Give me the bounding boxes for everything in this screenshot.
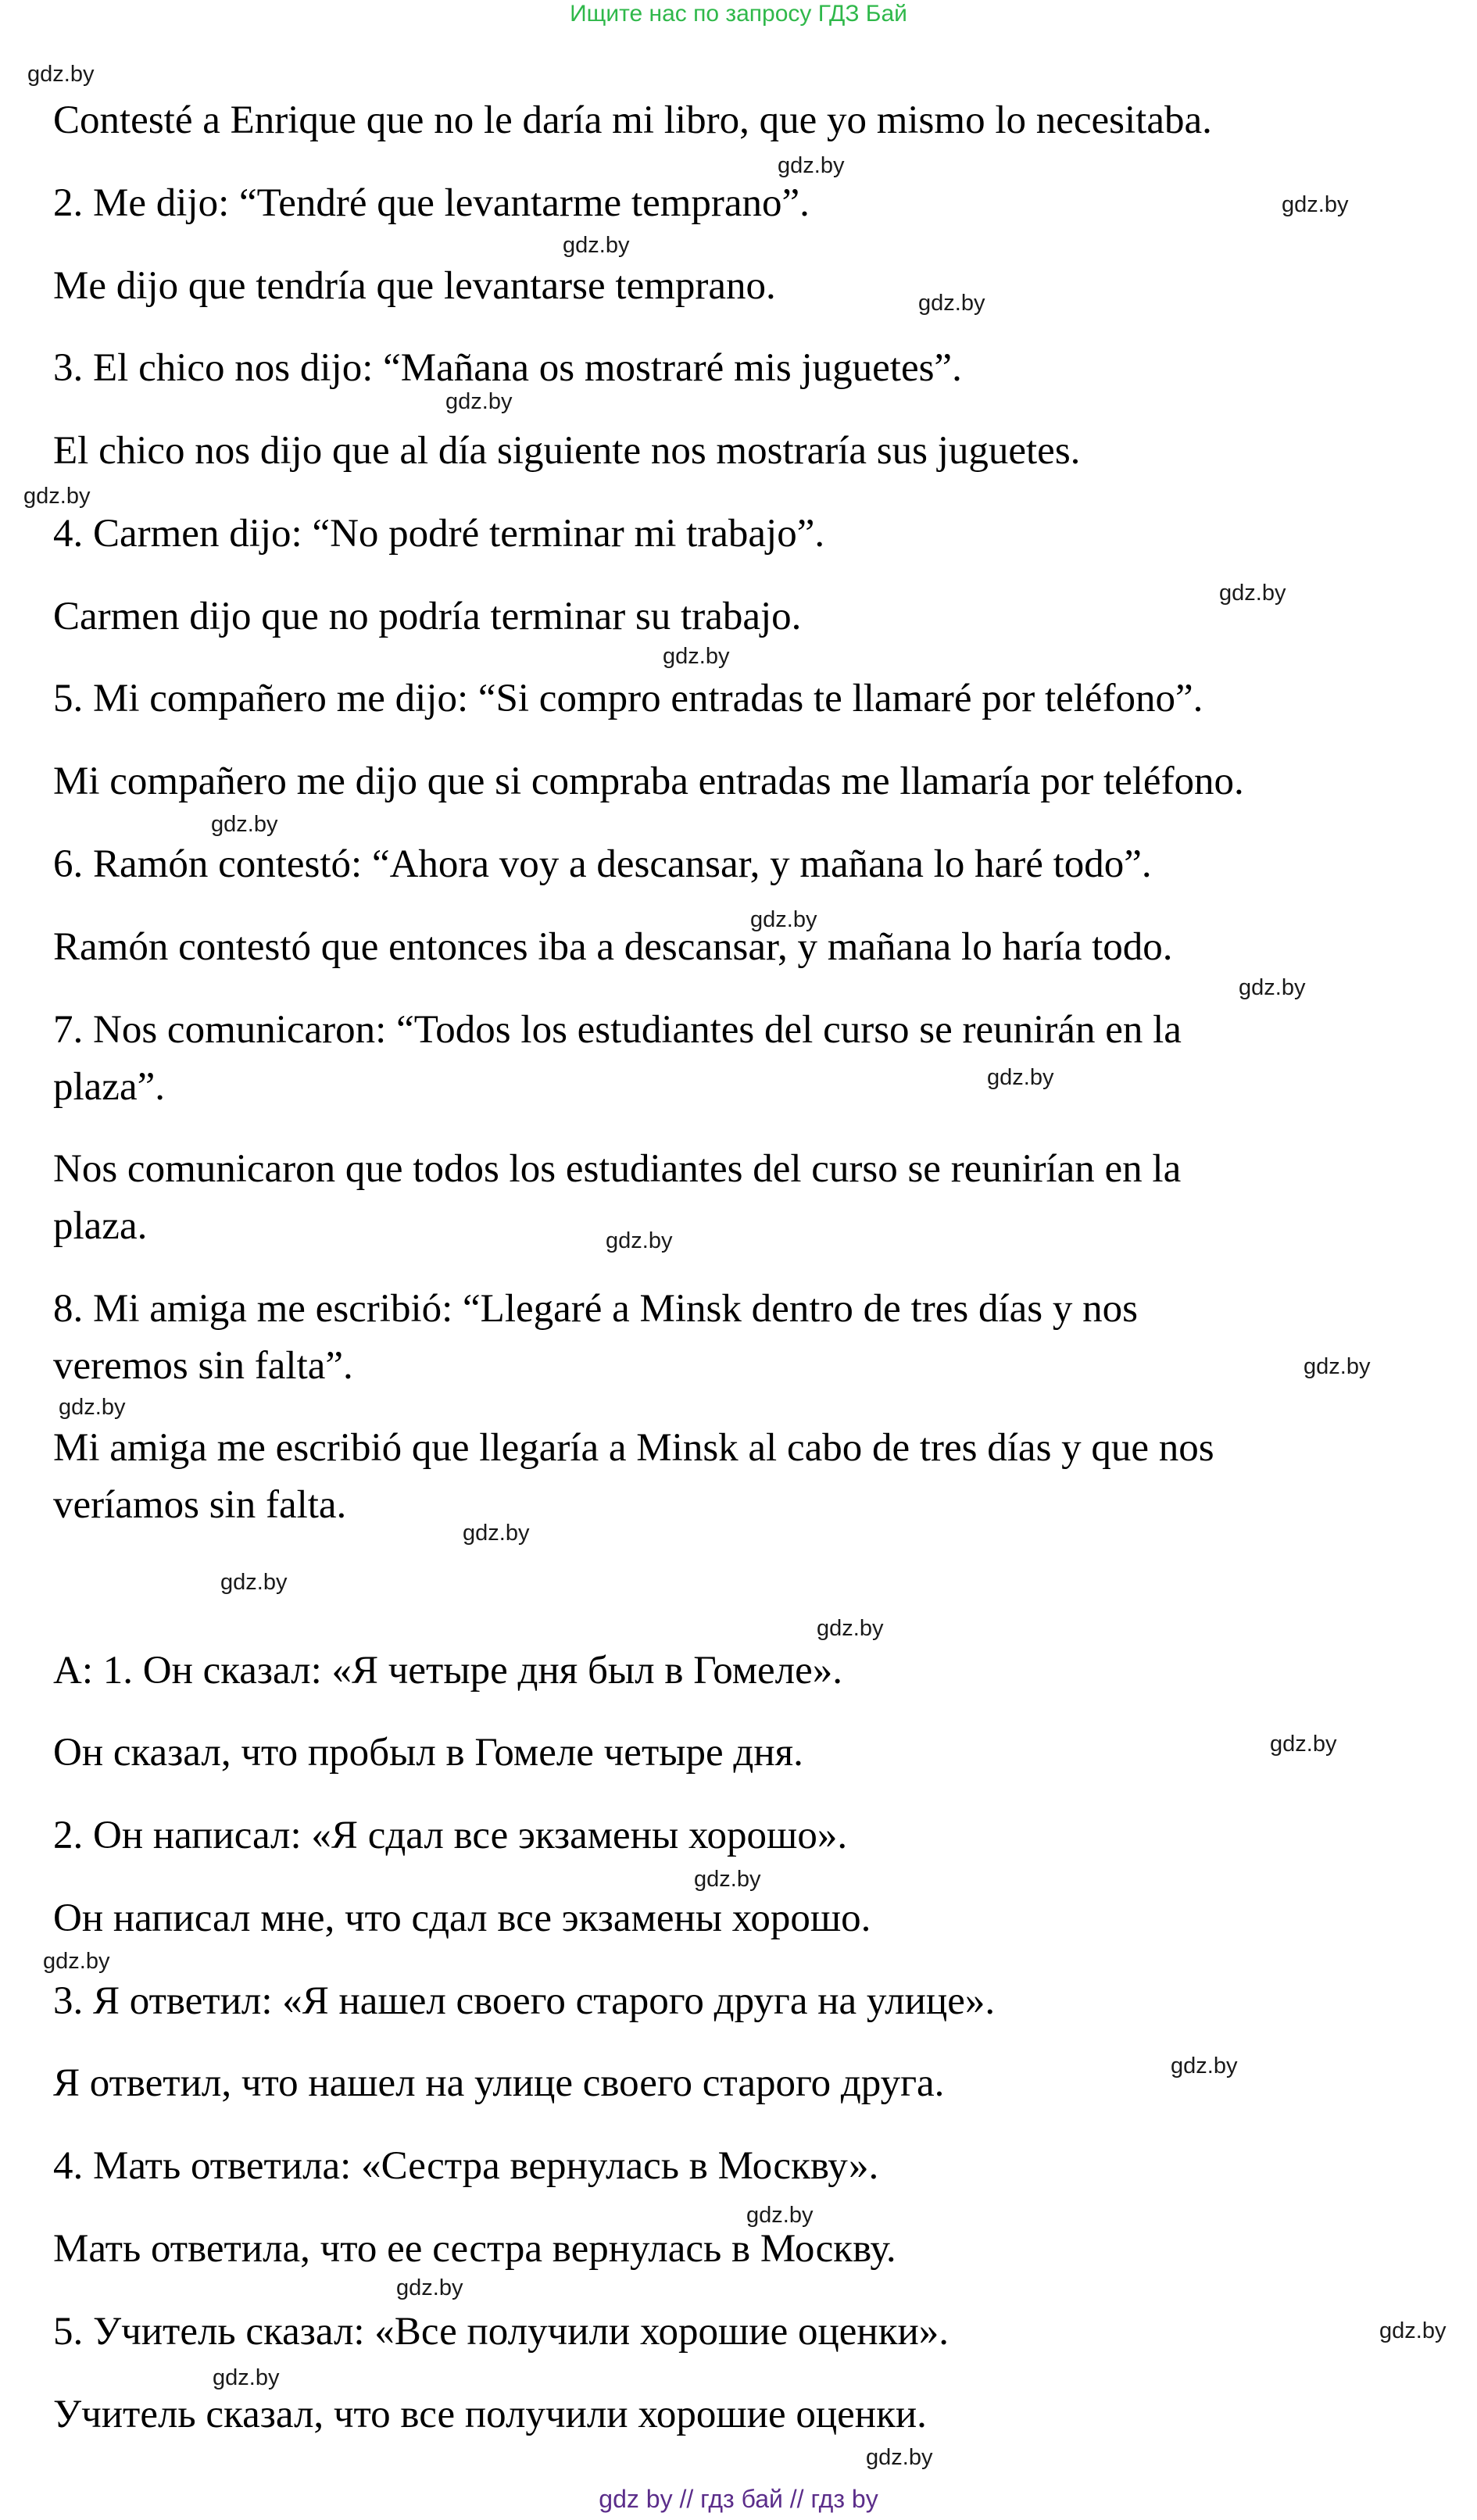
watermark: gdz.by (43, 1949, 110, 1974)
watermark: gdz.by (694, 1867, 761, 1892)
watermark: gdz.by (220, 1570, 288, 1595)
text-line: Ramón contestó que entonces iba a descansar, y mañana lo haría todo. (53, 925, 1173, 969)
text-line: Nos comunicaron que todos los estudiantes del curso se reunirían en la (53, 1147, 1182, 1191)
text-line: Mi amiga me escribió que llegaría a Minsk al cabo de tres días y que nos (53, 1426, 1214, 1470)
watermark: gdz.by (211, 812, 278, 837)
watermark: gdz.by (1282, 192, 1349, 217)
text-line: 3. El chico nos dijo: “Mañana os mostraré mis juguetes”. (53, 346, 962, 390)
text-line: Carmen dijo que no podría terminar su trabajo. (53, 595, 802, 638)
watermark: gdz.by (1171, 2054, 1238, 2079)
text-line: 4. Мать ответила: «Сестра вернулась в Москву». (53, 2144, 879, 2188)
watermark: gdz.by (396, 2275, 463, 2300)
watermark: gdz.by (606, 1228, 673, 1253)
text-line: Учитель сказал, что все получили хорошие оценки. (53, 2393, 927, 2436)
text-line: Mi compañero me dijo que si compraba entradas me llamaría por teléfono. (53, 760, 1244, 803)
watermark: gdz.by (23, 484, 91, 509)
watermark: gdz.by (1270, 1732, 1337, 1757)
text-line: plaza”. (53, 1065, 165, 1109)
watermark: gdz.by (750, 907, 817, 932)
watermark: gdz.by (1239, 975, 1306, 1000)
text-line: Он написал мне, что сдал все экзамены хорошо. (53, 1896, 871, 1940)
text-line: plaza. (53, 1204, 148, 1248)
watermark: gdz.by (817, 1616, 884, 1641)
watermark: gdz.by (778, 153, 845, 178)
text-line: A: 1. Он сказал: «Я четыре дня был в Гомеле». (53, 1649, 842, 1693)
watermark: gdz.by (1304, 1354, 1371, 1379)
footer-links: gdz by // гдз бай // гдз by (599, 2485, 878, 2513)
watermark: gdz.by (663, 644, 730, 669)
text-line: veríamos sin falta. (53, 1483, 347, 1527)
watermark: gdz.by (918, 291, 985, 316)
watermark: gdz.by (445, 389, 513, 414)
watermark: gdz.by (987, 1065, 1054, 1090)
watermark: gdz.by (563, 233, 630, 258)
text-line: 5. Mi compañero me dijo: “Si compro entradas te llamaré por teléfono”. (53, 677, 1203, 720)
watermark: gdz.by (866, 2445, 933, 2470)
text-line: Мать ответила, что ее сестра вернулась в Москву. (53, 2227, 896, 2271)
text-line: 4. Carmen dijo: “No podré terminar mi trabajo”. (53, 512, 825, 556)
text-line: Me dijo que tendría que levantarse temprano. (53, 264, 776, 308)
text-line: 5. Учитель сказал: «Все получили хорошие оценки». (53, 2310, 950, 2354)
search-hint-banner: Ищите нас по запросу ГДЗ Бай (570, 1, 907, 27)
text-line: veremos sin falta”. (53, 1344, 353, 1388)
text-line: 6. Ramón contestó: “Ahora voy a descansar, y mañana lo haré todo”. (53, 842, 1152, 886)
text-line: 7. Nos comunicaron: “Todos los estudiantes del curso se reunirán en la (53, 1008, 1182, 1052)
text-line: El chico nos dijo que al día siguiente nos mostraría sus juguetes. (53, 429, 1081, 473)
text-line: 2. Он написал: «Я сдал все экзамены хорошо». (53, 1814, 848, 1857)
text-line: 8. Mi amiga me escribió: “Llegaré a Minsk dentro de tres días y nos (53, 1287, 1138, 1331)
watermark: gdz.by (463, 1521, 530, 1546)
text-line: Я ответил, что нашел на улице своего старого друга. (53, 2061, 945, 2105)
watermark: gdz.by (746, 2203, 814, 2228)
text-line: Contesté a Enrique que no le daría mi libro, que yo mismo lo necesitaba. (53, 98, 1212, 142)
text-line: 2. Me dijo: “Tendré que levantarme temprano”. (53, 181, 810, 225)
watermark: gdz.by (213, 2365, 280, 2390)
watermark: gdz.by (1379, 2318, 1447, 2343)
watermark: gdz.by (59, 1395, 126, 1420)
text-line: 3. Я ответил: «Я нашел своего старого друга на улице». (53, 1979, 996, 2023)
watermark: gdz.by (1219, 581, 1286, 606)
text-line: Он сказал, что пробыл в Гомеле четыре дня. (53, 1731, 803, 1775)
watermark: gdz.by (27, 62, 95, 87)
